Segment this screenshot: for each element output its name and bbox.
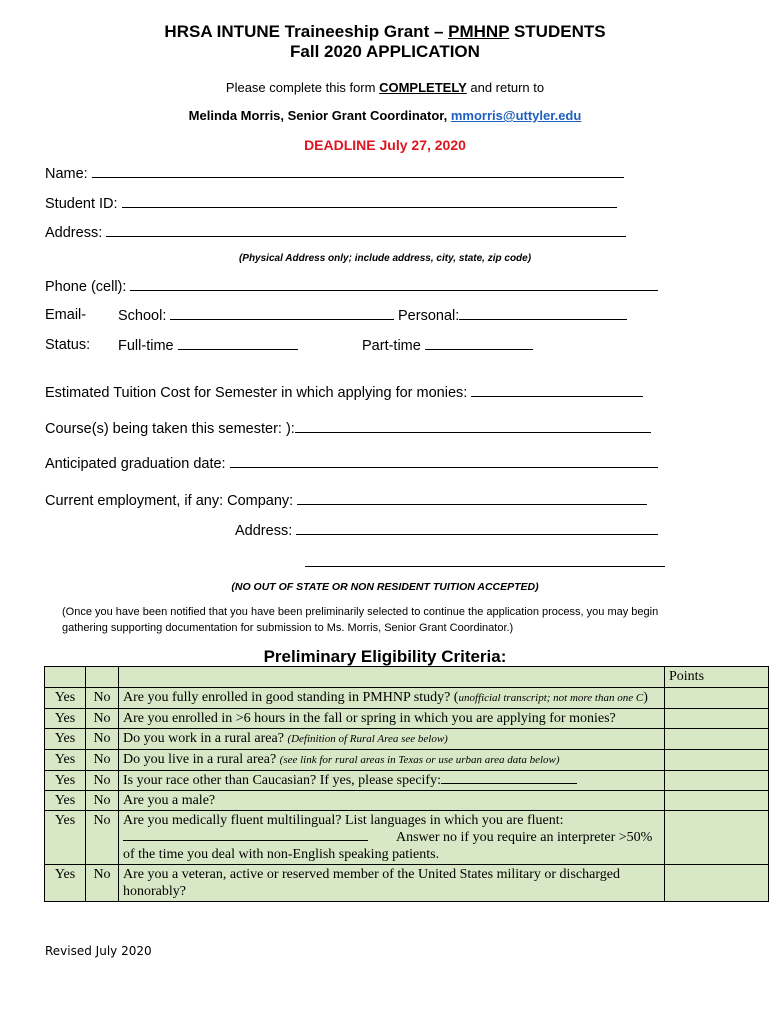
selection-note: (Once you have been notified that you have been preliminarily selected to continue the application process, you may begin gathering supporting documentation for submission to Ms. Morris, Senior Grant Coordinator.) <box>62 606 659 634</box>
table-row <box>45 771 769 791</box>
student-id-field[interactable]: Student ID: <box>45 195 617 212</box>
languages-blank[interactable] <box>123 829 368 841</box>
yes-option[interactable]: Yes <box>45 750 86 771</box>
full-time-field[interactable]: Full-time <box>118 337 298 354</box>
points-header: Points <box>665 667 769 688</box>
graduation-field[interactable]: Anticipated graduation date: <box>45 455 658 472</box>
points-cell[interactable] <box>665 709 769 729</box>
no-option[interactable]: No <box>86 688 119 709</box>
points-cell[interactable] <box>665 729 769 750</box>
yes-option[interactable]: Yes <box>45 771 86 791</box>
yes-option[interactable]: Yes <box>45 791 86 811</box>
table-row <box>45 865 769 902</box>
yes-option[interactable]: Yes <box>45 865 86 902</box>
instruction-text: Please complete this form COMPLETELY and return to <box>225 80 545 95</box>
criteria-heading: Preliminary Eligibility Criteria: <box>263 647 507 666</box>
race-specify-blank[interactable] <box>441 772 577 784</box>
criteria-question: Are you a male? <box>119 791 665 811</box>
table-row <box>45 709 769 729</box>
criteria-question: Do you live in a rural area? (see link for rural areas in Texas or use urban area data below) <box>119 750 665 771</box>
criteria-table <box>44 666 769 902</box>
school-email-field[interactable]: School: <box>118 307 394 324</box>
form-subtitle: Fall 2020 APPLICATION <box>290 42 480 61</box>
yes-option[interactable]: Yes <box>45 688 86 709</box>
points-cell[interactable] <box>665 791 769 811</box>
employment-company-field[interactable]: Current employment, if any: Company: <box>45 492 647 509</box>
criteria-question: Is your race other than Caucasian? If yes, please specify: <box>119 771 665 791</box>
address-note: (Physical Address only; include address, city, state, zip code) <box>238 253 532 264</box>
criteria-question: Are you fully enrolled in good standing in PMHNP study? (unofficial transcript; not more than one C) <box>119 688 665 709</box>
table-header-row <box>45 667 769 688</box>
address-field[interactable]: Address: <box>45 224 626 241</box>
no-option[interactable]: No <box>86 811 119 865</box>
no-option[interactable]: No <box>86 709 119 729</box>
yes-option[interactable]: Yes <box>45 811 86 865</box>
criteria-question: Are you medically fluent multilingual? List languages in which you are fluent: Answer no if you require an interpreter >50% of the time you deal with non-English speaking patients. <box>119 811 665 865</box>
no-option[interactable]: No <box>86 750 119 771</box>
table-row <box>45 729 769 750</box>
employment-address-line-2[interactable] <box>305 556 665 567</box>
criteria-question: Do you work in a rural area? (Definition of Rural Area see below) <box>119 729 665 750</box>
table-row <box>45 750 769 771</box>
no-option[interactable]: No <box>86 771 119 791</box>
yes-option[interactable]: Yes <box>45 729 86 750</box>
points-cell[interactable] <box>665 811 769 865</box>
residency-notice: (NO OUT OF STATE OR NON RESIDENT TUITION ACCEPTED) <box>231 581 539 593</box>
criteria-question: Are you enrolled in >6 hours in the fall or spring in which you are applying for monies? <box>119 709 665 729</box>
table-row <box>45 811 769 865</box>
no-option[interactable]: No <box>86 791 119 811</box>
personal-email-field[interactable]: Personal: <box>398 307 627 324</box>
criteria-question: Are you a veteran, active or reserved member of the United States military or discharged honorably? <box>119 865 665 902</box>
deadline-text: DEADLINE July 27, 2020 <box>304 137 466 153</box>
courses-field[interactable]: Course(s) being taken this semester: ): <box>45 420 651 437</box>
email-label: Email- <box>45 307 87 323</box>
status-label: Status: <box>45 337 91 353</box>
form-title: HRSA INTUNE Traineeship Grant – PMHNP STUDENTS <box>164 22 606 41</box>
yes-option[interactable]: Yes <box>45 709 86 729</box>
phone-field[interactable]: Phone (cell): <box>45 278 658 295</box>
revision-date: Revised July 2020 <box>45 944 152 958</box>
points-cell[interactable] <box>665 750 769 771</box>
email-link[interactable]: mmorris@uttyler.edu <box>450 108 582 123</box>
employment-address-field[interactable]: Address: <box>235 522 658 539</box>
coordinator-line: Melinda Morris, Senior Grant Coordinator, mmorris@uttyler.edu <box>188 108 582 123</box>
points-cell[interactable] <box>665 688 769 709</box>
points-cell[interactable] <box>665 865 769 902</box>
points-cell[interactable] <box>665 771 769 791</box>
table-row <box>45 688 769 709</box>
part-time-field[interactable]: Part-time <box>362 337 533 354</box>
no-option[interactable]: No <box>86 729 119 750</box>
tuition-field[interactable]: Estimated Tuition Cost for Semester in which applying for monies: <box>45 384 643 401</box>
no-option[interactable]: No <box>86 865 119 902</box>
table-row <box>45 791 769 811</box>
name-field[interactable]: Name: <box>45 165 624 182</box>
